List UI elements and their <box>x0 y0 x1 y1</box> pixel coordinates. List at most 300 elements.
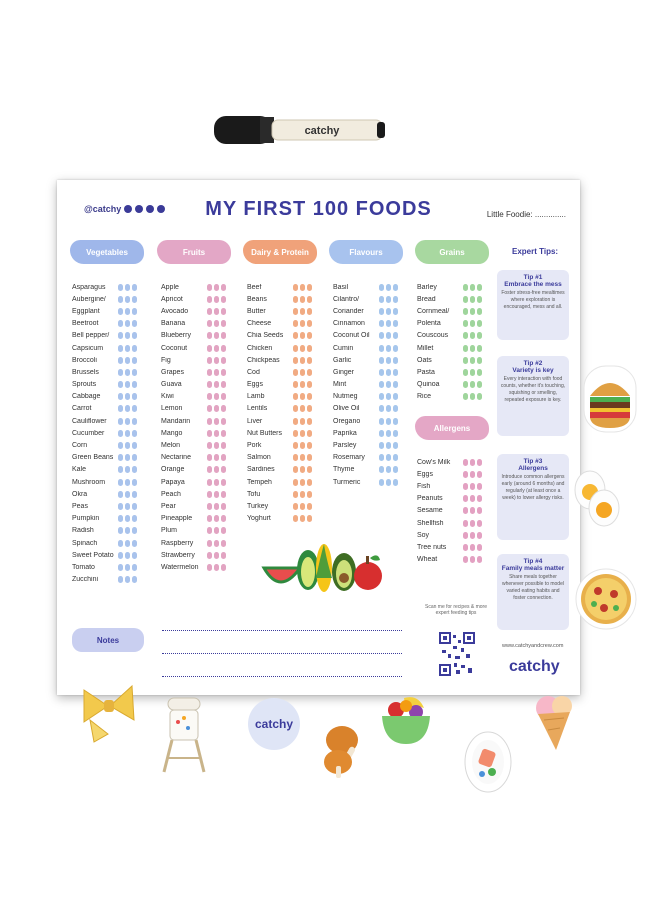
tick-dot[interactable] <box>118 503 123 510</box>
tick-dot[interactable] <box>463 308 468 315</box>
tick-dot[interactable] <box>207 454 212 461</box>
tick-dot[interactable] <box>132 393 137 400</box>
tick-dot[interactable] <box>214 564 219 571</box>
tick-dot[interactable] <box>293 296 298 303</box>
tick-dot[interactable] <box>125 357 130 364</box>
tick-dot[interactable] <box>386 405 391 412</box>
tick-dot[interactable] <box>307 405 312 412</box>
tick-dot[interactable] <box>118 479 123 486</box>
tick-dot[interactable] <box>293 332 298 339</box>
tick-dot[interactable] <box>221 540 226 547</box>
tick-dot[interactable] <box>300 345 305 352</box>
tick-dot[interactable] <box>125 466 130 473</box>
tick-dot[interactable] <box>118 393 123 400</box>
tick-dot[interactable] <box>470 320 475 327</box>
tick-dot[interactable] <box>125 503 130 510</box>
tick-dot[interactable] <box>393 308 398 315</box>
tick-dot[interactable] <box>207 284 212 291</box>
tick-dot[interactable] <box>477 471 482 478</box>
tick-dot[interactable] <box>477 532 482 539</box>
tick-dot[interactable] <box>125 345 130 352</box>
fruit-bowl-magnet-icon[interactable] <box>378 688 434 748</box>
tick-dot[interactable] <box>132 540 137 547</box>
tick-dot[interactable] <box>118 369 123 376</box>
tick-dot[interactable] <box>118 332 123 339</box>
tick-dot[interactable] <box>214 503 219 510</box>
tick-dot[interactable] <box>379 479 384 486</box>
tick-dot[interactable] <box>132 320 137 327</box>
tick-dot[interactable] <box>470 357 475 364</box>
tick-dot[interactable] <box>463 381 468 388</box>
tick-dot[interactable] <box>463 471 468 478</box>
tick-dot[interactable] <box>214 442 219 449</box>
tick-dot[interactable] <box>307 296 312 303</box>
tick-dot[interactable] <box>300 515 305 522</box>
tick-dot[interactable] <box>307 284 312 291</box>
tick-dot[interactable] <box>307 466 312 473</box>
tick-dot[interactable] <box>221 308 226 315</box>
tick-dot[interactable] <box>132 479 137 486</box>
tick-dot[interactable] <box>393 430 398 437</box>
tick-dot[interactable] <box>221 491 226 498</box>
tick-dot[interactable] <box>477 320 482 327</box>
tick-dot[interactable] <box>463 357 468 364</box>
tick-dot[interactable] <box>386 466 391 473</box>
tick-dot[interactable] <box>300 479 305 486</box>
tick-dot[interactable] <box>307 320 312 327</box>
tick-dot[interactable] <box>379 381 384 388</box>
tick-dot[interactable] <box>379 405 384 412</box>
tick-dot[interactable] <box>386 454 391 461</box>
tick-dot[interactable] <box>463 332 468 339</box>
tick-dot[interactable] <box>470 381 475 388</box>
tick-dot[interactable] <box>132 564 137 571</box>
tick-dot[interactable] <box>125 393 130 400</box>
tick-dot[interactable] <box>386 284 391 291</box>
tick-dot[interactable] <box>470 284 475 291</box>
tick-dot[interactable] <box>293 320 298 327</box>
tick-dot[interactable] <box>393 466 398 473</box>
tick-dot[interactable] <box>300 466 305 473</box>
tick-dot[interactable] <box>300 393 305 400</box>
tick-dot[interactable] <box>463 296 468 303</box>
tick-dot[interactable] <box>463 320 468 327</box>
tick-dot[interactable] <box>125 405 130 412</box>
tick-dot[interactable] <box>125 296 130 303</box>
tick-dot[interactable] <box>477 345 482 352</box>
tick-dot[interactable] <box>379 369 384 376</box>
tick-dot[interactable] <box>221 369 226 376</box>
tick-dot[interactable] <box>125 527 130 534</box>
tick-dot[interactable] <box>207 308 212 315</box>
tick-dot[interactable] <box>293 405 298 412</box>
tick-dot[interactable] <box>214 418 219 425</box>
tick-dot[interactable] <box>125 369 130 376</box>
tick-dot[interactable] <box>386 296 391 303</box>
tick-dot[interactable] <box>300 320 305 327</box>
tick-dot[interactable] <box>293 454 298 461</box>
tick-dot[interactable] <box>132 296 137 303</box>
tick-dot[interactable] <box>470 471 475 478</box>
tick-dot[interactable] <box>463 483 468 490</box>
tick-dot[interactable] <box>379 357 384 364</box>
tick-dot[interactable] <box>214 479 219 486</box>
tick-dot[interactable] <box>293 442 298 449</box>
tick-dot[interactable] <box>125 308 130 315</box>
high-chair-magnet-icon[interactable] <box>156 694 214 776</box>
tick-dot[interactable] <box>470 345 475 352</box>
tick-dot[interactable] <box>221 405 226 412</box>
tick-dot[interactable] <box>207 466 212 473</box>
tick-dot[interactable] <box>293 466 298 473</box>
tick-dot[interactable] <box>300 308 305 315</box>
tick-dot[interactable] <box>118 418 123 425</box>
tick-dot[interactable] <box>293 503 298 510</box>
tick-dot[interactable] <box>132 430 137 437</box>
tick-dot[interactable] <box>207 515 212 522</box>
ice-cream-magnet-icon[interactable] <box>526 688 582 754</box>
burger-magnet-icon[interactable] <box>582 364 638 434</box>
tick-dot[interactable] <box>214 466 219 473</box>
tick-dot[interactable] <box>386 381 391 388</box>
tick-dot[interactable] <box>214 308 219 315</box>
tick-dot[interactable] <box>221 515 226 522</box>
tick-dot[interactable] <box>393 369 398 376</box>
tick-dot[interactable] <box>393 479 398 486</box>
tick-dot[interactable] <box>207 357 212 364</box>
tick-dot[interactable] <box>307 479 312 486</box>
tick-dot[interactable] <box>214 552 219 559</box>
tick-dot[interactable] <box>477 556 482 563</box>
tick-dot[interactable] <box>221 442 226 449</box>
tick-dot[interactable] <box>293 284 298 291</box>
tick-dot[interactable] <box>207 442 212 449</box>
tick-dot[interactable] <box>307 503 312 510</box>
tick-dot[interactable] <box>477 544 482 551</box>
tick-dot[interactable] <box>118 540 123 547</box>
tick-dot[interactable] <box>477 381 482 388</box>
tick-dot[interactable] <box>293 357 298 364</box>
tick-dot[interactable] <box>221 454 226 461</box>
tick-dot[interactable] <box>221 381 226 388</box>
tick-dot[interactable] <box>132 527 137 534</box>
tick-dot[interactable] <box>207 320 212 327</box>
tick-dot[interactable] <box>300 284 305 291</box>
tick-dot[interactable] <box>293 430 298 437</box>
tick-dot[interactable] <box>470 332 475 339</box>
tick-dot[interactable] <box>300 503 305 510</box>
tick-dot[interactable] <box>293 491 298 498</box>
tick-dot[interactable] <box>386 442 391 449</box>
tick-dot[interactable] <box>463 393 468 400</box>
tick-dot[interactable] <box>118 491 123 498</box>
tick-dot[interactable] <box>477 507 482 514</box>
tick-dot[interactable] <box>307 369 312 376</box>
tick-dot[interactable] <box>118 564 123 571</box>
chicken-drumstick-magnet-icon[interactable] <box>316 716 372 780</box>
tick-dot[interactable] <box>118 576 123 583</box>
tick-dot[interactable] <box>221 466 226 473</box>
tick-dot[interactable] <box>125 564 130 571</box>
tick-dot[interactable] <box>132 308 137 315</box>
tick-dot[interactable] <box>125 540 130 547</box>
tick-dot[interactable] <box>132 515 137 522</box>
tick-dot[interactable] <box>118 405 123 412</box>
tick-dot[interactable] <box>118 454 123 461</box>
tick-dot[interactable] <box>132 284 137 291</box>
tick-dot[interactable] <box>293 369 298 376</box>
tick-dot[interactable] <box>470 544 475 551</box>
tick-dot[interactable] <box>386 393 391 400</box>
tick-dot[interactable] <box>214 527 219 534</box>
tick-dot[interactable] <box>393 442 398 449</box>
tick-dot[interactable] <box>132 503 137 510</box>
tick-dot[interactable] <box>118 515 123 522</box>
tick-dot[interactable] <box>463 532 468 539</box>
tick-dot[interactable] <box>300 442 305 449</box>
tick-dot[interactable] <box>393 405 398 412</box>
tick-dot[interactable] <box>221 296 226 303</box>
tick-dot[interactable] <box>470 507 475 514</box>
tick-dot[interactable] <box>132 454 137 461</box>
tick-dot[interactable] <box>463 544 468 551</box>
tick-dot[interactable] <box>125 332 130 339</box>
tick-dot[interactable] <box>207 430 212 437</box>
tick-dot[interactable] <box>393 357 398 364</box>
tick-dot[interactable] <box>221 527 226 534</box>
tick-dot[interactable] <box>307 393 312 400</box>
tick-dot[interactable] <box>393 418 398 425</box>
tick-dot[interactable] <box>118 442 123 449</box>
tick-dot[interactable] <box>463 369 468 376</box>
tick-dot[interactable] <box>221 430 226 437</box>
tick-dot[interactable] <box>300 332 305 339</box>
tick-dot[interactable] <box>463 520 468 527</box>
tick-dot[interactable] <box>300 369 305 376</box>
tick-dot[interactable] <box>132 552 137 559</box>
tick-dot[interactable] <box>214 515 219 522</box>
tick-dot[interactable] <box>207 503 212 510</box>
tick-dot[interactable] <box>214 430 219 437</box>
tick-dot[interactable] <box>221 393 226 400</box>
tick-dot[interactable] <box>207 491 212 498</box>
plate-magnet-icon[interactable] <box>462 722 514 796</box>
tick-dot[interactable] <box>125 284 130 291</box>
tick-dot[interactable] <box>393 284 398 291</box>
tick-dot[interactable] <box>386 320 391 327</box>
tick-dot[interactable] <box>293 393 298 400</box>
tick-dot[interactable] <box>214 393 219 400</box>
tick-dot[interactable] <box>214 284 219 291</box>
tick-dot[interactable] <box>214 405 219 412</box>
tick-dot[interactable] <box>207 418 212 425</box>
pizza-magnet-icon[interactable] <box>574 566 638 632</box>
tick-dot[interactable] <box>477 284 482 291</box>
tick-dot[interactable] <box>118 284 123 291</box>
tick-dot[interactable] <box>132 345 137 352</box>
tick-dot[interactable] <box>477 332 482 339</box>
tick-dot[interactable] <box>118 357 123 364</box>
tick-dot[interactable] <box>221 479 226 486</box>
tick-dot[interactable] <box>221 345 226 352</box>
tick-dot[interactable] <box>214 357 219 364</box>
tick-dot[interactable] <box>379 454 384 461</box>
tick-dot[interactable] <box>221 332 226 339</box>
tick-dot[interactable] <box>132 405 137 412</box>
catchy-logo-magnet[interactable] <box>248 698 300 750</box>
tick-dot[interactable] <box>393 454 398 461</box>
tick-dot[interactable] <box>300 454 305 461</box>
tick-dot[interactable] <box>207 564 212 571</box>
tick-dot[interactable] <box>307 430 312 437</box>
tick-dot[interactable] <box>125 381 130 388</box>
tick-dot[interactable] <box>132 418 137 425</box>
tick-dot[interactable] <box>221 320 226 327</box>
tick-dot[interactable] <box>386 430 391 437</box>
tick-dot[interactable] <box>307 442 312 449</box>
tick-dot[interactable] <box>463 495 468 502</box>
tick-dot[interactable] <box>307 345 312 352</box>
tick-dot[interactable] <box>125 418 130 425</box>
tick-dot[interactable] <box>221 357 226 364</box>
tick-dot[interactable] <box>132 381 137 388</box>
tick-dot[interactable] <box>300 405 305 412</box>
tick-dot[interactable] <box>379 418 384 425</box>
tick-dot[interactable] <box>393 393 398 400</box>
tick-dot[interactable] <box>214 381 219 388</box>
tick-dot[interactable] <box>293 308 298 315</box>
tick-dot[interactable] <box>125 479 130 486</box>
boiled-egg-magnet-icon[interactable] <box>572 468 622 530</box>
tick-dot[interactable] <box>470 483 475 490</box>
tick-dot[interactable] <box>307 381 312 388</box>
tick-dot[interactable] <box>300 381 305 388</box>
tick-dot[interactable] <box>214 296 219 303</box>
tick-dot[interactable] <box>132 576 137 583</box>
tick-dot[interactable] <box>386 345 391 352</box>
tick-dot[interactable] <box>207 332 212 339</box>
tick-dot[interactable] <box>293 515 298 522</box>
tick-dot[interactable] <box>221 284 226 291</box>
tick-dot[interactable] <box>207 381 212 388</box>
tick-dot[interactable] <box>393 296 398 303</box>
tick-dot[interactable] <box>125 576 130 583</box>
tick-dot[interactable] <box>293 418 298 425</box>
tick-dot[interactable] <box>214 491 219 498</box>
tick-dot[interactable] <box>386 369 391 376</box>
tick-dot[interactable] <box>477 296 482 303</box>
tick-dot[interactable] <box>477 495 482 502</box>
tick-dot[interactable] <box>118 430 123 437</box>
tick-dot[interactable] <box>379 442 384 449</box>
tick-dot[interactable] <box>221 418 226 425</box>
tick-dot[interactable] <box>393 320 398 327</box>
tick-dot[interactable] <box>477 483 482 490</box>
tick-dot[interactable] <box>221 564 226 571</box>
tick-dot[interactable] <box>125 320 130 327</box>
tick-dot[interactable] <box>207 527 212 534</box>
tick-dot[interactable] <box>207 540 212 547</box>
tick-dot[interactable] <box>118 552 123 559</box>
tick-dot[interactable] <box>379 466 384 473</box>
tick-dot[interactable] <box>132 357 137 364</box>
tick-dot[interactable] <box>214 320 219 327</box>
tick-dot[interactable] <box>393 332 398 339</box>
tick-dot[interactable] <box>386 332 391 339</box>
tick-dot[interactable] <box>125 552 130 559</box>
tick-dot[interactable] <box>293 345 298 352</box>
tick-dot[interactable] <box>470 369 475 376</box>
tick-dot[interactable] <box>470 296 475 303</box>
tick-dot[interactable] <box>307 515 312 522</box>
tick-dot[interactable] <box>300 418 305 425</box>
tick-dot[interactable] <box>470 495 475 502</box>
tick-dot[interactable] <box>379 284 384 291</box>
tick-dot[interactable] <box>132 466 137 473</box>
tick-dot[interactable] <box>132 491 137 498</box>
tick-dot[interactable] <box>379 308 384 315</box>
tick-dot[interactable] <box>393 345 398 352</box>
tick-dot[interactable] <box>477 308 482 315</box>
tick-dot[interactable] <box>214 369 219 376</box>
tick-dot[interactable] <box>477 520 482 527</box>
tick-dot[interactable] <box>307 332 312 339</box>
tick-dot[interactable] <box>307 454 312 461</box>
tick-dot[interactable] <box>379 345 384 352</box>
tick-dot[interactable] <box>470 308 475 315</box>
tick-dot[interactable] <box>470 393 475 400</box>
tick-dot[interactable] <box>463 345 468 352</box>
tick-dot[interactable] <box>386 479 391 486</box>
tick-dot[interactable] <box>118 345 123 352</box>
tick-dot[interactable] <box>214 540 219 547</box>
tick-dot[interactable] <box>132 332 137 339</box>
tick-dot[interactable] <box>477 393 482 400</box>
tick-dot[interactable] <box>125 430 130 437</box>
tick-dot[interactable] <box>207 393 212 400</box>
tick-dot[interactable] <box>470 532 475 539</box>
tick-dot[interactable] <box>300 296 305 303</box>
tick-dot[interactable] <box>293 381 298 388</box>
tick-dot[interactable] <box>470 459 475 466</box>
tick-dot[interactable] <box>470 556 475 563</box>
tick-dot[interactable] <box>214 454 219 461</box>
tick-dot[interactable] <box>221 503 226 510</box>
tick-dot[interactable] <box>214 332 219 339</box>
tick-dot[interactable] <box>132 442 137 449</box>
tick-dot[interactable] <box>307 308 312 315</box>
tick-dot[interactable] <box>477 357 482 364</box>
tick-dot[interactable] <box>118 381 123 388</box>
pasta-magnet-icon[interactable] <box>78 680 144 744</box>
tick-dot[interactable] <box>300 491 305 498</box>
tick-dot[interactable] <box>207 552 212 559</box>
tick-dot[interactable] <box>214 345 219 352</box>
tick-dot[interactable] <box>221 552 226 559</box>
tick-dot[interactable] <box>463 507 468 514</box>
tick-dot[interactable] <box>477 369 482 376</box>
tick-dot[interactable] <box>386 418 391 425</box>
tick-dot[interactable] <box>125 515 130 522</box>
tick-dot[interactable] <box>379 393 384 400</box>
tick-dot[interactable] <box>118 527 123 534</box>
tick-dot[interactable] <box>207 479 212 486</box>
tick-dot[interactable] <box>207 405 212 412</box>
tick-dot[interactable] <box>379 430 384 437</box>
tick-dot[interactable] <box>207 296 212 303</box>
tick-dot[interactable] <box>470 520 475 527</box>
tick-dot[interactable] <box>463 459 468 466</box>
